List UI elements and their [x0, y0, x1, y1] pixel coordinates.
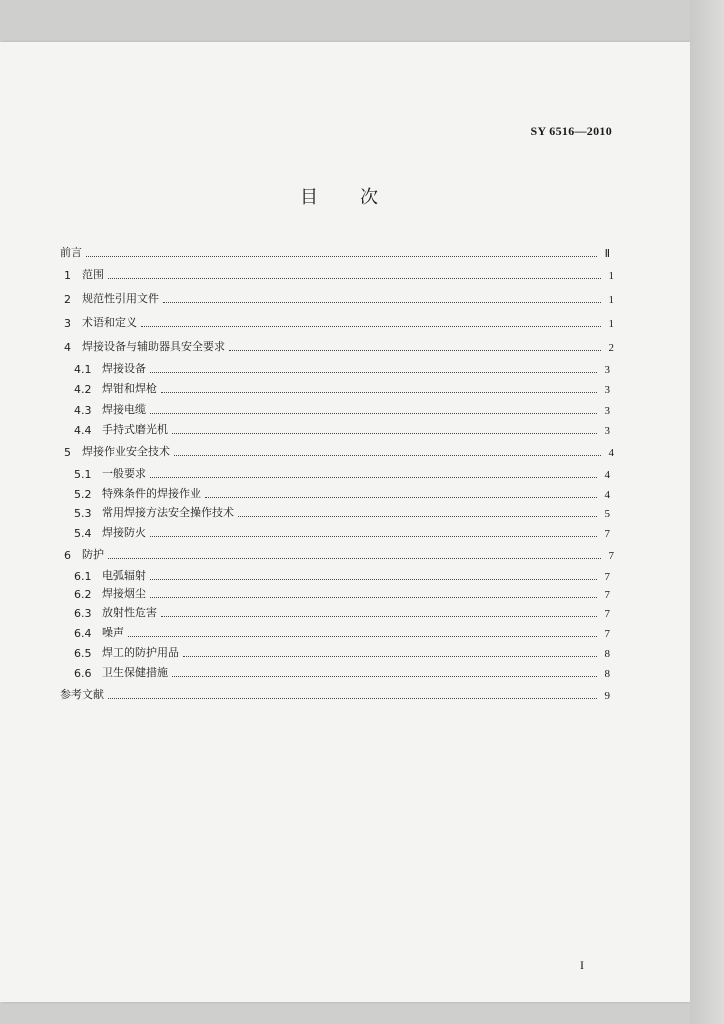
toc-dot-leader — [205, 496, 597, 498]
toc-entry[interactable] — [60, 242, 610, 260]
toc-dot-leader — [238, 515, 597, 517]
toc-entry-number: 5.1 — [74, 468, 92, 481]
toc-entry-label: 手持式磨光机 — [102, 423, 168, 436]
toc-entry-number: 6.3 — [74, 607, 92, 620]
toc-entry-page: 1 — [608, 270, 614, 282]
toc-entry[interactable] — [60, 522, 610, 540]
toc-entry[interactable] — [60, 502, 610, 520]
toc-entry-label: 规范性引用文件 — [82, 292, 159, 305]
toc-dot-leader — [183, 655, 597, 657]
toc-entry[interactable] — [60, 264, 614, 282]
toc-entry[interactable] — [60, 622, 610, 640]
toc-dot-leader — [128, 635, 597, 637]
toc-entry-label: 特殊条件的焊接作业 — [102, 487, 201, 500]
toc-entry-label: 焊接设备与辅助器具安全要求 — [82, 340, 225, 353]
toc-entry-page: 4 — [604, 489, 610, 501]
toc-dot-leader — [108, 557, 601, 559]
page-number: I — [580, 958, 584, 972]
toc-entry-page: 4 — [608, 447, 614, 459]
toc-entry-label: 范围 — [82, 268, 104, 281]
toc-entry[interactable] — [60, 583, 610, 601]
toc-dot-leader — [108, 697, 597, 699]
toc-entry[interactable] — [60, 419, 610, 437]
standard-code: SY 6516—2010 — [530, 124, 612, 138]
toc-entry-number: 4.4 — [74, 424, 92, 437]
toc-entry[interactable] — [60, 684, 610, 702]
toc-entry-page: 3 — [604, 405, 610, 417]
toc-entry-page: 1 — [608, 318, 614, 330]
toc-entry[interactable] — [60, 288, 614, 306]
toc-dot-leader — [229, 349, 601, 351]
toc-dot-leader — [161, 615, 597, 617]
toc-entry[interactable] — [60, 662, 610, 680]
toc-entry[interactable] — [60, 358, 610, 376]
toc-dot-leader — [150, 578, 597, 580]
toc-entry[interactable] — [60, 336, 614, 354]
toc-entry-number: 5.3 — [74, 507, 92, 520]
toc-entry-number: 5.4 — [74, 527, 92, 540]
toc-entry-page: 7 — [604, 589, 610, 601]
toc-entry-number: 4.2 — [74, 383, 92, 396]
scan-edge — [690, 0, 724, 1024]
toc-entry-label: 焊钳和焊枪 — [102, 382, 157, 395]
toc-entry-page: 2 — [608, 342, 614, 354]
toc-entry-page: 9 — [604, 690, 610, 702]
toc-entry-label: 参考文献 — [60, 688, 104, 701]
toc-dot-leader — [150, 476, 597, 478]
toc-entry-label: 卫生保健措施 — [102, 666, 168, 679]
toc-entry[interactable] — [60, 642, 610, 660]
toc-entry-label: 焊接防火 — [102, 526, 146, 539]
toc-entry[interactable] — [60, 483, 610, 501]
toc-entry-number: 4 — [64, 341, 71, 354]
toc-entry-number: 4.1 — [74, 363, 92, 376]
toc-entry-page: 4 — [604, 469, 610, 481]
toc-dot-leader — [150, 535, 597, 537]
toc-entry-page: 7 — [604, 571, 610, 583]
toc-entry-page: Ⅱ — [604, 248, 610, 260]
toc-entry-page: 8 — [604, 648, 610, 660]
toc-entry-page: 3 — [604, 425, 610, 437]
toc-entry-label: 常用焊接方法安全操作技术 — [102, 506, 234, 519]
toc-dot-leader — [161, 391, 597, 393]
toc-entry-page: 3 — [604, 364, 610, 376]
toc-dot-leader — [150, 412, 597, 414]
toc-dot-leader — [174, 454, 601, 456]
toc-entry-label: 前言 — [60, 246, 82, 259]
toc-entry[interactable] — [60, 544, 614, 562]
toc-entry-page: 1 — [608, 294, 614, 306]
toc-entry-number: 6.2 — [74, 588, 92, 601]
toc-entry-label: 术语和定义 — [82, 316, 137, 329]
toc-entry-label: 一般要求 — [102, 467, 146, 480]
toc-entry-page: 8 — [604, 668, 610, 680]
toc-entry-page: 7 — [604, 628, 610, 640]
toc-entry-label: 焊接烟尘 — [102, 587, 146, 600]
page-title: 目次 — [300, 187, 420, 208]
toc-entry[interactable] — [60, 565, 610, 583]
toc-dot-leader — [172, 432, 597, 434]
toc-entry-label: 焊工的防护用品 — [102, 646, 179, 659]
toc-dot-leader — [108, 277, 601, 279]
toc-dot-leader — [172, 675, 597, 677]
toc-entry[interactable] — [60, 463, 610, 481]
toc-entry-page: 3 — [604, 384, 610, 396]
toc-entry[interactable] — [60, 312, 614, 330]
toc-entry[interactable] — [60, 602, 610, 620]
toc-entry[interactable] — [60, 378, 610, 396]
toc-entry-label: 电弧辐射 — [102, 569, 146, 582]
toc-entry-number: 4.3 — [74, 404, 92, 417]
toc-entry-page: 7 — [604, 608, 610, 620]
toc-entry-number: 3 — [64, 317, 71, 330]
toc-entry-number: 5 — [64, 446, 71, 459]
toc-entry-number: 6.6 — [74, 667, 92, 680]
toc-entry-label: 焊接电缆 — [102, 403, 146, 416]
toc-dot-leader — [163, 301, 601, 303]
toc-entry-label: 噪声 — [102, 626, 124, 639]
toc-entry-label: 放射性危害 — [102, 606, 157, 619]
toc-entry-label: 焊接作业安全技术 — [82, 445, 170, 458]
toc-entry-number: 6.4 — [74, 627, 92, 640]
toc-entry-number: 6.5 — [74, 647, 92, 660]
toc-dot-leader — [150, 371, 597, 373]
toc-entry-page: 7 — [604, 528, 610, 540]
toc-dot-leader — [150, 596, 597, 598]
toc-entry-number: 6 — [64, 549, 71, 562]
toc-entry-label: 防护 — [82, 548, 104, 561]
toc-entry-page: 7 — [608, 550, 614, 562]
toc-entry-page: 5 — [604, 508, 610, 520]
toc-entry-number: 1 — [64, 269, 71, 282]
toc-entry[interactable] — [60, 441, 614, 459]
toc-entry-number: 6.1 — [74, 570, 92, 583]
toc-dot-leader — [141, 325, 601, 327]
toc-entry-label: 焊接设备 — [102, 362, 146, 375]
toc-entry-number: 5.2 — [74, 488, 92, 501]
toc-entry[interactable] — [60, 399, 610, 417]
toc-entry-number: 2 — [64, 293, 71, 306]
toc-dot-leader — [86, 255, 597, 257]
